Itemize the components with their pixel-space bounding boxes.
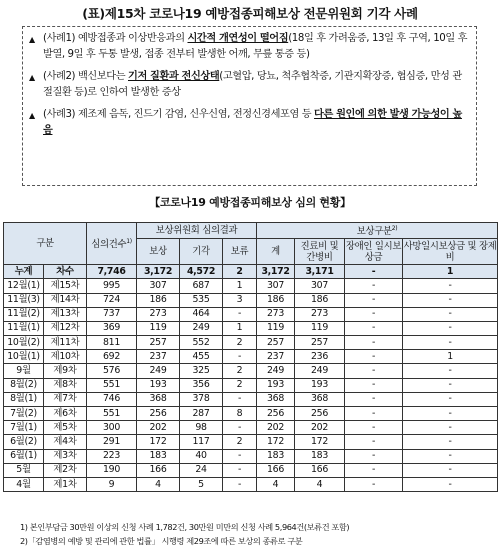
cell-death: - [403,378,498,392]
cell-rejected: 249 [180,321,223,335]
case-text-part: (사례3) 제조제 음독, 진드기 감염, 신우신염, 전정신경세포염 등 [43,109,315,120]
cell-disability: - [345,279,403,293]
cell-count: 223 [87,449,137,463]
cell-medical: 256 [295,407,345,421]
row-month: 11월(3) [4,293,44,307]
cell-total: 273 [257,307,295,321]
cell-compensated: 249 [137,364,180,378]
cell-rejected: 98 [180,421,223,435]
cell-total: 257 [257,336,295,350]
cell-disability: - [345,435,403,449]
cell-count: 551 [87,407,137,421]
row-month: 6월(2) [4,435,44,449]
total-row [4,265,498,279]
cell-pending: - [223,449,257,463]
cell-count: 737 [87,307,137,321]
cell-disability: - [345,364,403,378]
table-row [4,307,498,321]
footnote-1: 1) 본인부담금 30만원 이상의 신청 사례 1,782건, 30만원 미만의 신청 사례 5,964건(보류건 포함) [20,522,350,532]
case-text-part: (18일 후 가려움증, 13일 후 구역, 10일 후 발열, 9일 후 두통 발생, 접종 전부터 발생한 어깨, 무릎 통증 등) [43,33,468,60]
row-round: 제14차 [44,293,87,307]
cell-death: - [403,321,498,335]
table-row [4,435,498,449]
cell-death: - [403,364,498,378]
row-round: 제1차 [44,477,87,491]
cell-medical: 307 [295,279,345,293]
cell-disability: - [345,350,403,364]
row-round: 제9차 [44,364,87,378]
total-medical: 3,171 [295,265,345,279]
header-committee-result: 보상위원회 심의결과 [137,223,257,239]
table-row [4,477,498,491]
cell-death: - [403,421,498,435]
case-emphasis: 다른 원인에 의한 발생 가능성이 높음 [43,109,462,136]
row-month: 4월 [4,477,44,491]
cell-medical: 4 [295,477,345,491]
total-disability: - [345,265,403,279]
cell-medical: 368 [295,392,345,406]
table-row [4,463,498,477]
row-round: 제8차 [44,378,87,392]
header-medical-expenses: 진료비 및 간병비 [295,239,345,265]
header-pending: 보류 [223,239,257,265]
cell-pending: 3 [223,293,257,307]
cell-medical: 257 [295,336,345,350]
cell-death: - [403,336,498,350]
total-label: 누계 [4,265,44,279]
row-month: 8월(2) [4,378,44,392]
cell-death: - [403,435,498,449]
total-sum: 3,172 [257,265,295,279]
cell-count: 9 [87,477,137,491]
case-emphasis: 기저 질환과 전신상태 [128,71,220,82]
cell-disability: - [345,421,403,435]
row-round: 제12차 [44,321,87,335]
cell-medical: 172 [295,435,345,449]
cell-disability: - [345,407,403,421]
cell-count: 724 [87,293,137,307]
table-row [4,279,498,293]
cell-total: 172 [257,435,295,449]
header-count: 심의건수$^{1)}$ [87,223,137,265]
row-round: 제3차 [44,449,87,463]
cell-death: - [403,477,498,491]
row-round: 제4차 [44,435,87,449]
cell-medical: 236 [295,350,345,364]
footnotes [20,520,349,548]
cell-pending: - [223,421,257,435]
cell-total: 368 [257,392,295,406]
cell-total: 307 [257,279,295,293]
cell-rejected: 5 [180,477,223,491]
cell-pending: 1 [223,279,257,293]
cell-compensated: 202 [137,421,180,435]
cell-disability: - [345,321,403,335]
cell-pending: 2 [223,336,257,350]
cell-count: 369 [87,321,137,335]
cell-death: 1 [403,350,498,364]
cell-pending: 8 [223,407,257,421]
row-month: 7월(1) [4,421,44,435]
cell-rejected: 287 [180,407,223,421]
row-round: 제10차 [44,350,87,364]
row-round: 제7차 [44,392,87,406]
cell-compensated: 257 [137,336,180,350]
header-total: 계 [257,239,295,265]
footnote-ref-1: 1) [126,238,132,245]
cell-medical: 186 [295,293,345,307]
cell-total: 193 [257,378,295,392]
cell-disability: - [345,392,403,406]
case-text-part: (고혈압, 당뇨, 척추협착증, 기관지확장증, 협심증, 만성 관절질환 등)로 인하여 발생한 증상 [43,71,462,98]
cell-compensated: 256 [137,407,180,421]
header-death-lumpsum: 사망일시보상금 및 장제비 [403,240,497,263]
cell-count: 995 [87,279,137,293]
cell-compensated: 273 [137,307,180,321]
cell-death: - [403,407,498,421]
cell-death: - [403,279,498,293]
cell-compensated: 193 [137,378,180,392]
cell-compensated: 186 [137,293,180,307]
cell-count: 190 [87,463,137,477]
cell-medical: 202 [295,421,345,435]
cell-pending: 2 [223,364,257,378]
cell-compensated: 368 [137,392,180,406]
cell-total: 166 [257,463,295,477]
total-round-label: 차수 [44,265,87,279]
row-round: 제13차 [44,307,87,321]
cell-total: 202 [257,421,295,435]
cell-disability: - [345,336,403,350]
cell-pending: 1 [223,321,257,335]
cell-death: - [403,449,498,463]
cell-count: 291 [87,435,137,449]
cell-total: 183 [257,449,295,463]
triangle-bullet-icon: ▲ [29,111,35,120]
triangle-bullet-icon: ▲ [29,73,35,82]
cell-compensated: 307 [137,279,180,293]
table-row [4,336,498,350]
case-text-part: (사례1) 예방접종과 이상반응과의 [43,33,188,44]
cell-rejected: 455 [180,350,223,364]
footnote-ref-2: 2) [391,225,398,232]
cell-disability: - [345,307,403,321]
row-month: 11월(2) [4,307,44,321]
cell-death: - [403,463,498,477]
cell-rejected: 535 [180,293,223,307]
table-row [4,350,498,364]
case-item [29,107,470,138]
row-round: 제6차 [44,407,87,421]
cell-total: 249 [257,364,295,378]
triangle-bullet-icon: ▲ [29,35,35,44]
table-row [4,321,498,335]
rejection-cases-box [22,26,477,186]
cell-pending: 2 [223,435,257,449]
case-emphasis: 시간적 개연성이 떨어짐 [187,33,289,44]
cell-rejected: 356 [180,378,223,392]
footnote-2: 2)「감염병의 예방 및 관리에 관한 법률」 시행령 제29조에 따른 보상의 종류로 구분 [20,536,303,546]
cell-disability: - [345,378,403,392]
case-text-part: (사례2) 백신보다는 [43,71,128,82]
cell-count: 551 [87,378,137,392]
row-round: 제11차 [44,336,87,350]
cell-death: - [403,293,498,307]
cell-rejected: 117 [180,435,223,449]
cell-rejected: 687 [180,279,223,293]
total-pending: 2 [223,265,257,279]
cell-total: 186 [257,293,295,307]
page-title: (표)제15차 코로나19 예방접종피해보상 전문위원회 기각 사례 [82,6,418,21]
cell-disability: - [345,449,403,463]
cell-death: - [403,307,498,321]
cell-pending: - [223,392,257,406]
cell-pending: - [223,350,257,364]
cell-compensated: 183 [137,449,180,463]
cell-medical: 193 [295,378,345,392]
row-month: 6월(1) [4,449,44,463]
cell-rejected: 552 [180,336,223,350]
cell-rejected: 378 [180,392,223,406]
cell-disability: - [345,293,403,307]
row-month: 9월 [4,364,44,378]
cell-pending: - [223,463,257,477]
cell-medical: 273 [295,307,345,321]
cell-rejected: 40 [180,449,223,463]
cell-count: 576 [87,364,137,378]
total-compensated: 3,172 [137,265,180,279]
row-month: 5월 [4,463,44,477]
cell-total: 4 [257,477,295,491]
header-compensation-type: 보상구분$^{2)}$ [257,223,498,239]
cell-medical: 249 [295,364,345,378]
row-month: 10월(1) [4,350,44,364]
case-item [29,69,470,100]
cell-count: 811 [87,336,137,350]
table-row [4,293,498,307]
header-group: 구분 [4,223,87,265]
review-status-table [3,222,498,492]
table-row [4,392,498,406]
row-month: 11월(1) [4,321,44,335]
cell-pending: - [223,307,257,321]
cell-total: 119 [257,321,295,335]
cell-medical: 119 [295,321,345,335]
row-month: 10월(2) [4,336,44,350]
cell-pending: - [223,477,257,491]
header-rejected: 기각 [180,239,223,265]
total-count: 7,746 [87,265,137,279]
table-row [4,407,498,421]
case-item [29,31,470,62]
cell-compensated: 172 [137,435,180,449]
table-row [4,421,498,435]
cell-compensated: 166 [137,463,180,477]
cell-compensated: 119 [137,321,180,335]
row-round: 제2차 [44,463,87,477]
row-round: 제5차 [44,421,87,435]
table-row [4,449,498,463]
cell-disability: - [345,463,403,477]
cell-disability: - [345,477,403,491]
row-month: 7월(2) [4,407,44,421]
row-round: 제15차 [44,279,87,293]
cell-count: 300 [87,421,137,435]
cell-count: 746 [87,392,137,406]
cell-total: 237 [257,350,295,364]
cell-compensated: 4 [137,477,180,491]
cell-count: 692 [87,350,137,364]
cell-total: 256 [257,407,295,421]
case-text [43,31,470,62]
cell-pending: 2 [223,378,257,392]
row-month: 12월(1) [4,279,44,293]
table-title: 【코로나19 예방접종피해보상 심의 현황】 [149,196,351,209]
cell-rejected: 464 [180,307,223,321]
case-text [43,69,470,100]
table-row [4,378,498,392]
total-rejected: 4,572 [180,265,223,279]
cell-rejected: 325 [180,364,223,378]
row-month: 8월(1) [4,392,44,406]
cell-medical: 183 [295,449,345,463]
header-disability-lumpsum: 장애인 일시보상금 [345,240,402,263]
total-death: 1 [403,265,498,279]
cell-death: - [403,392,498,406]
table-row [4,364,498,378]
cell-medical: 166 [295,463,345,477]
case-text [43,107,470,138]
cell-rejected: 24 [180,463,223,477]
cell-compensated: 237 [137,350,180,364]
header-compensated: 보상 [137,239,180,265]
